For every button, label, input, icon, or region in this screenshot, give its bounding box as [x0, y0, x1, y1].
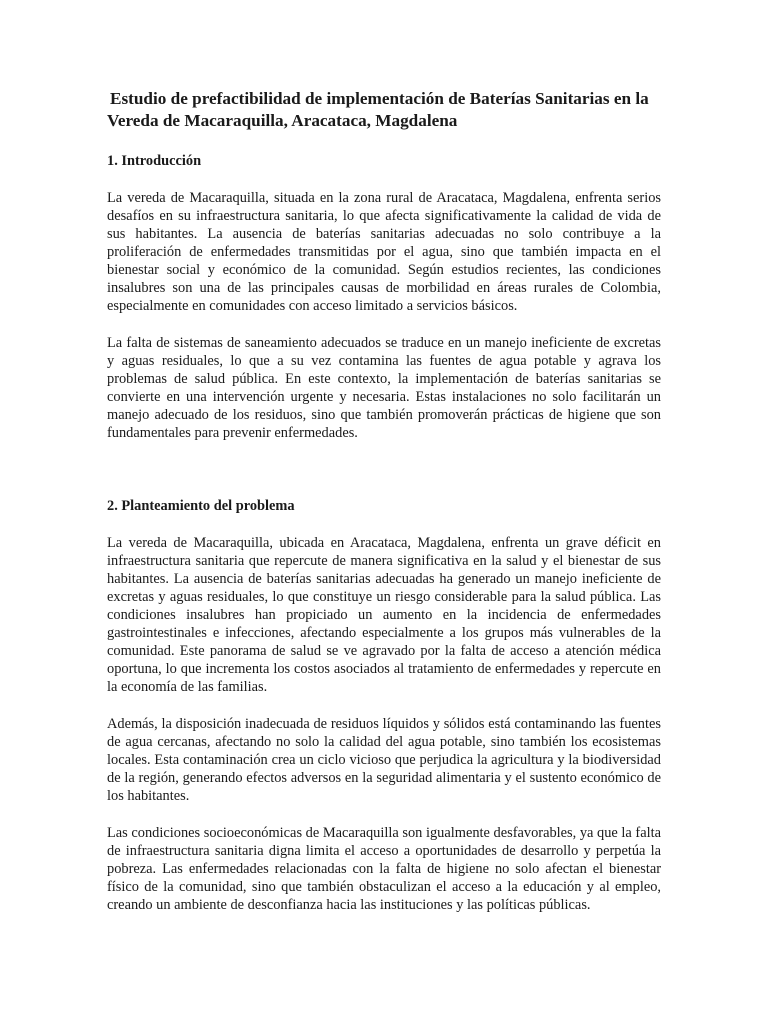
paragraph: Las condiciones socioeconómicas de Macaraquilla son igualmente desfavorables, ya que la falta de infraestructura sanitaria digna limita el acceso a oportunidades de desarrollo y perpetúa la pobreza. Las enfermedades relacionadas con la falta de higiene no solo afectan el bienestar físico de la comunidad, sino que también obstaculizan el acceso a la educación y al empleo, creando un ambiente de desconfianza hacia las instituciones y las políticas públicas.	[107, 825, 661, 913]
section-heading-introduccion: 1. Introducción	[107, 153, 202, 169]
paragraph: Además, la disposición inadecuada de residuos líquidos y sólidos está contaminando las fuentes de agua cercanas, afectando no solo la calidad del agua potable, sino también los ecosistemas locales. Esta contaminación crea un ciclo vicioso que perjudica la agricultura y la biodiversidad de la región, generando efectos adversos en la seguridad alimentaria y el sustento económico de los habitantes.	[107, 716, 661, 804]
paragraph: La falta de sistemas de saneamiento adecuados se traduce en un manejo ineficiente de excretas y aguas residuales, lo que a su vez contamina las fuentes de agua potable y agrava los problemas de salud pública. En este contexto, la implementación de baterías sanitarias se convierte en una intervención urgente y necesaria. Estas instalaciones no solo facilitarán un manejo adecuado de los residuos, sino que también promoverán prácticas de higiene que son fundamentales para prevenir enfermedades.	[107, 335, 661, 441]
paragraph: La vereda de Macaraquilla, situada en la zona rural de Aracataca, Magdalena, enfrenta serios desafíos en su infraestructura sanitaria, lo que afecta significativamente la calidad de vida de sus habitantes. La ausencia de baterías sanitarias adecuadas no solo contribuye a la proliferación de enfermedades transmitidas por el agua, sino que también impacta en el bienestar social y económico de la comunidad. Según estudios recientes, las condiciones insalubres son una de las principales causas de morbilidad en áreas rurales de Colombia, especialmente en comunidades con acceso limitado a servicios básicos.	[107, 190, 661, 314]
document-page	[107, 88, 661, 914]
document-title: Estudio de prefactibilidad de implementación de Baterías Sanitarias en la Vereda de Macaraquilla, Aracataca, Magdalena	[107, 89, 649, 130]
paragraph: La vereda de Macaraquilla, ubicada en Aracataca, Magdalena, enfrenta un grave déficit en infraestructura sanitaria que repercute de manera significativa en la salud y el bienestar de sus habitantes. La ausencia de baterías sanitarias adecuadas ha generado un manejo ineficiente de excretas y aguas residuales, lo que constituye un riesgo considerable para la salud pública. Las condiciones insalubres han propiciado un aumento en la incidencia de enfermedades gastrointestinales e infecciones, afectando especialmente a los grupos más vulnerables de la comunidad. Este panorama de salud se ve agravado por la falta de acceso a atención médica oportuna, lo que incrementa los costos asociados al tratamiento de enfermedades y repercute en la economía de las familias.	[107, 535, 661, 695]
section-heading-planteamiento: 2. Planteamiento del problema	[107, 498, 295, 514]
